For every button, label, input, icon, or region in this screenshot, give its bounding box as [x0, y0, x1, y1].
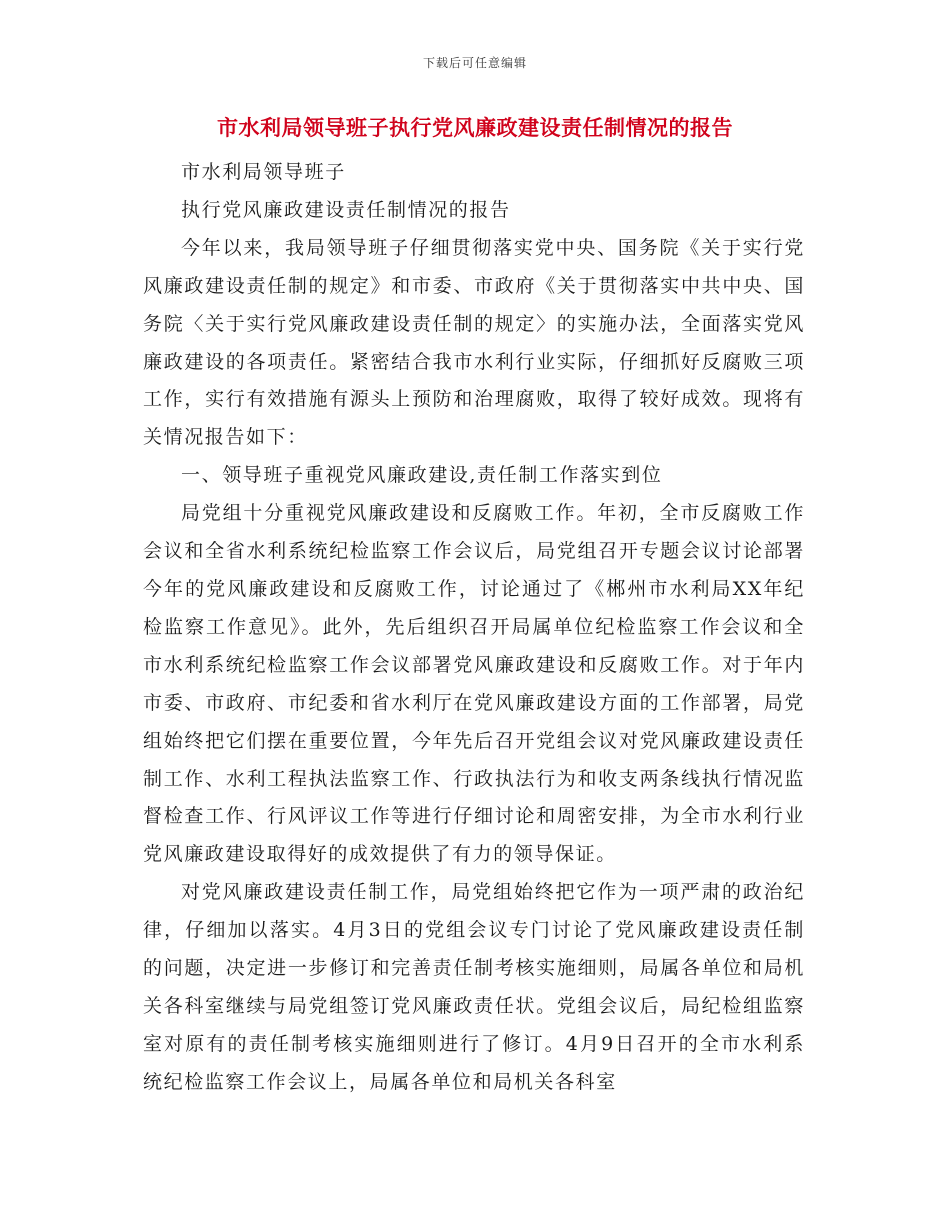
paragraph-body-2: 对党风廉政建设责任制工作，局党组始终把它作为一项严肃的政治纪律，仔细加以落实。4月3日的党组会议专门讨论了党风廉政建设责任制的问题，决定进一步修订和完善责任制考核实施细则，局属各单位和局机关各科室继续与局党组签订党风廉政责任状。党组会议后，局纪检组监察室对原有的责任制考核实施细则进行了修订。4月9日召开的全市水利系统纪检监察工作会议上，局属各单位和局机关各科室	[143, 881, 805, 1093]
paragraph-body-1: 局党组十分重视党风廉政建设和反腐败工作。年初，全市反腐败工作会议和全省水利系统纪检监察工作会议后，局党组召开专题会议讨论部署今年的党风廉政建设和反腐败工作，讨论通过了《郴州市水利局XX年纪检监察工作意见》。此外，先后组织召开局属单位纪检监察工作会议和全市水利系统纪检监察工作会议部署党风廉政建设和反腐败工作。对于年内市委、市政府、市纪委和省水利厅在党风廉政建设方面的工作部署，局党组始终把它们摆在重要位置，今年先后召开党组会议对党风廉政建设责任制工作、水利工程执法监察工作、行政执法行为和收支两条线执行情况监督检查工作、行风评议工作等进行仔细讨论和周密安排，为全市水利行业党风廉政建设取得好的成效提供了有力的领导保证。	[143, 502, 805, 866]
document-body	[143, 154, 805, 1102]
paragraph-introduction: 今年以来，我局领导班子仔细贯彻落实党中央、国务院《关于实行党风廉政建设责任制的规定》和市委、市政府《关于贯彻落实中共中央、国务院〈关于实行党风廉政建设责任制的规定〉的实施办法，全面落实党风廉政建设的各项责任。紧密结合我市水利行业实际，仔细抓好反腐败三项工作，实行有效措施有源头上预防和治理腐败，取得了较好成效。现将有关情况报告如下：	[143, 236, 805, 449]
section-heading-1: 一、领导班子重视党风廉政建设,责任制工作落实到位	[181, 464, 663, 487]
document-title: 市水利局领导班子执行党风廉政建设责任制情况的报告	[217, 115, 733, 140]
header-note: 下载后可任意编辑	[422, 56, 527, 70]
paragraph-recipient-line-1: 市水利局领导班子	[181, 161, 346, 183]
paragraph-recipient-line-2: 执行党风廉政建设责任制情况的报告	[181, 198, 511, 221]
